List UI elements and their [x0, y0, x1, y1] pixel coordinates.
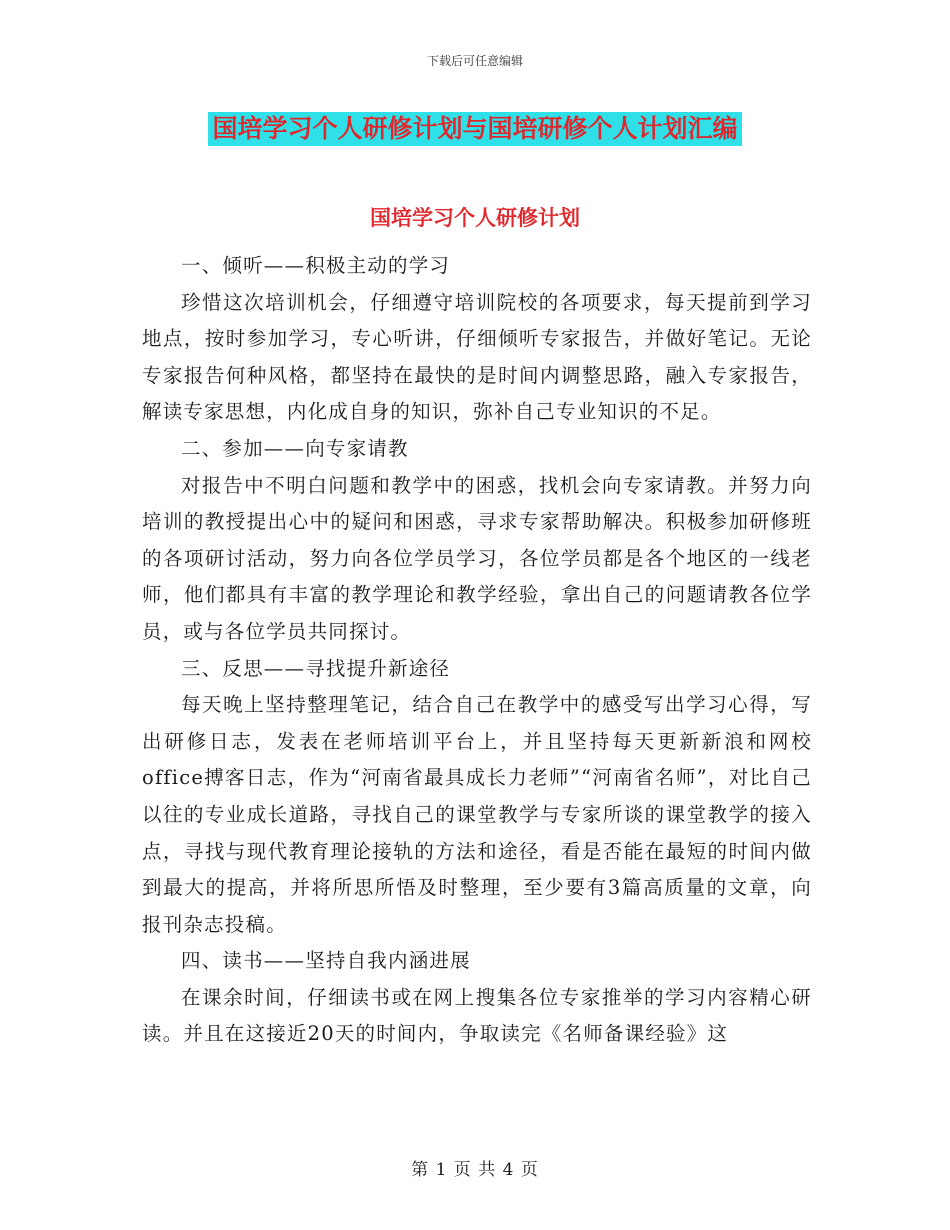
- paragraph-participate: 对报告中不明白问题和教学中的困惑，找机会向专家请教。并努力向培训的教授提出心中的疑问和困惑，寻求专家帮助解决。积极参加研修班的各项研讨活动，努力向各位学员学习，各位学员都是各个地区的一线老师，他们都具有丰富的教学理论和教学经验，拿出自己的问题请教各位学员，或与各位学员共同探讨。: [142, 473, 812, 643]
- heading-reflect: 三、反思——寻找提升新途径: [181, 656, 451, 680]
- paragraph-reflect: 每天晚上坚持整理笔记，结合自己在教学中的感受写出学习心得，写出研修日志，发表在老师培训平台上，并且坚持每天更新新浪和网校office搏客日志，作为“河南省最具成长力老师”“河南省名师”，对比自己以往的专业成长道路，寻找自己的课堂教学与专家所谈的课堂教学的接入点，寻找与现代教育理论接轨的方法和途径，看是否能在最短的时间内做到最大的提高，并将所思所悟及时整理，至少要有3篇高质量的文章，向报刊杂志投稿。: [142, 693, 812, 936]
- main-title-container: [0, 112, 950, 146]
- header-note: 下载后可任意编辑: [426, 54, 523, 68]
- paragraph-listen: 珍惜这次培训机会，仔细遵守培训院校的各项要求，每天提前到学习地点，按时参加学习，专心听讲，仔细倾听专家报告，并做好笔记。无论专家报告何种风格，都坚持在最快的是时间内调整思路，融入专家报告，解读专家思想，内化成自身的知识，弥补自己专业知识的不足。: [142, 290, 812, 424]
- heading-listen: 一、倾听——积极主动的学习: [181, 254, 451, 277]
- document-title: 国培学习个人研修计划与国培研修个人计划汇编: [208, 112, 741, 146]
- heading-participate: 二、参加——向专家请教: [181, 436, 409, 460]
- page-footer: 第 1 页 共 4 页: [411, 1160, 539, 1180]
- section-title: 国培学习个人研修计划: [370, 205, 580, 230]
- document-body: [142, 248, 812, 1053]
- paragraph-read: 在课余时间，仔细读书或在网上搜集各位专家推举的学习内容精心研读。并且在这接近20天的时间内，争取读完《名师备课经验》这: [142, 985, 812, 1046]
- heading-read: 四、读书——坚持自我内涵进展: [181, 949, 471, 973]
